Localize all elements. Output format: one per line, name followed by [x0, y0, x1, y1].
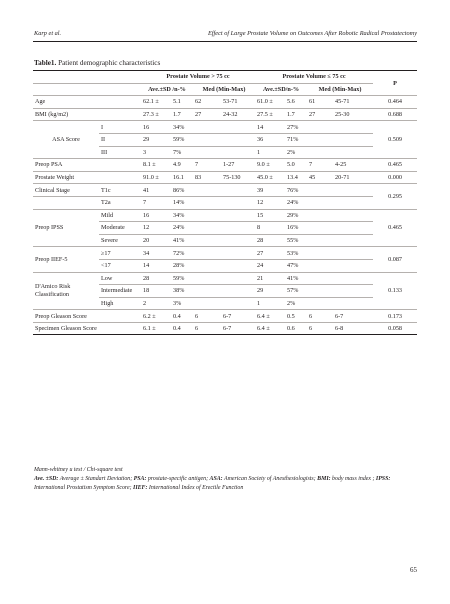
row-sublabel: High	[101, 299, 114, 307]
row-sublabel: III	[101, 148, 108, 156]
cell: 24	[257, 262, 264, 270]
caption-text: Patient demographic characteristics	[56, 59, 161, 67]
cell: 28	[257, 237, 264, 245]
cell: 24-32	[223, 111, 238, 119]
cell: 59%	[173, 274, 185, 282]
cell: 45-71	[335, 98, 350, 106]
cell: 24%	[287, 199, 299, 207]
cell: 25-30	[335, 111, 350, 119]
cell: 41	[143, 186, 150, 194]
cell: 71%	[287, 136, 299, 144]
running-header-title: Effect of Large Prostate Volume on Outcomes After Robotic Radical Prostatectomy	[207, 30, 417, 37]
cell: 6.4 ±	[257, 325, 270, 333]
cell: 16	[143, 211, 150, 219]
cell: 6-7	[335, 312, 344, 320]
cell: 27.3 ±	[143, 111, 159, 119]
row-sublabel: T2a	[101, 199, 111, 207]
subheader-med-le: Med (Min-Max)	[318, 85, 362, 93]
row-sublabel: Mild	[101, 211, 114, 219]
group-header-gt75: Prostate Volume > 75 cc	[166, 73, 230, 81]
abbr-key: Ave. ±SD:	[34, 476, 59, 483]
row-label: Preop Gleason Score	[35, 312, 87, 320]
cell: 34	[143, 249, 150, 257]
p-value: 0.295	[373, 184, 417, 209]
table-caption	[34, 59, 160, 67]
cell: 53-71	[223, 98, 238, 106]
cell: 29	[257, 287, 264, 295]
cell: 53%	[287, 249, 299, 257]
cell: 1-27	[223, 161, 235, 169]
cell: 41%	[173, 237, 185, 245]
footnote-abbreviations	[34, 475, 418, 493]
cell: 28%	[173, 262, 185, 270]
cell: 34%	[173, 123, 185, 131]
table-row-ipss-1	[33, 209, 417, 222]
p-value: 0.000	[388, 174, 403, 182]
cell: 8.1 ±	[143, 161, 156, 169]
abbr-value: body mass index ;	[330, 476, 376, 483]
cell: 7	[195, 161, 199, 169]
p-value: 0.133	[373, 272, 417, 310]
abbr-value: International Prostatism Symptom Score;	[34, 485, 134, 492]
subheader-med-gt: Med (Min-Max)	[202, 85, 246, 93]
subheader-ave-le: Ave.±SD/n-%	[262, 85, 300, 93]
row-sublabel: ≥17	[101, 249, 111, 257]
cell: 14%	[173, 199, 185, 207]
p-value: 0.173	[388, 312, 403, 320]
header-rule	[33, 41, 417, 42]
cell: 4.9	[173, 161, 181, 169]
table-row-age	[33, 96, 417, 109]
p-value: 0.087	[373, 247, 417, 272]
p-value: 0.465	[373, 209, 417, 247]
table-row-bmi	[33, 108, 417, 121]
group-header-le75: Prostate Volume ≤ 75 cc	[282, 73, 346, 81]
cell: 29	[143, 136, 150, 144]
cell: 7	[143, 199, 147, 207]
caption-label: Table1.	[34, 59, 57, 67]
abbr-key: IPSS:	[375, 476, 391, 483]
table-row-asa-1	[33, 121, 417, 134]
cell: 39	[257, 186, 264, 194]
cell: 20-71	[335, 174, 350, 182]
cell: 6	[309, 312, 313, 320]
cell: 24%	[173, 224, 185, 232]
cell: 7	[309, 161, 313, 169]
cell: 16	[143, 123, 150, 131]
p-value-header: P	[373, 71, 417, 96]
cell: 27	[195, 111, 202, 119]
cell: 6.1 ±	[143, 325, 156, 333]
cell: 27	[309, 111, 316, 119]
row-group-label: ASA Score	[33, 121, 99, 159]
cell: 1.7	[173, 111, 181, 119]
abbr-key: IIEF:	[133, 485, 148, 492]
cell: 7%	[173, 148, 182, 156]
cell: 59%	[173, 136, 185, 144]
table-group-header-row	[33, 71, 417, 84]
cell: 55%	[287, 237, 299, 245]
cell: 6-7	[223, 325, 232, 333]
cell: 6.4 ±	[257, 312, 270, 320]
cell: 6-7	[223, 312, 232, 320]
cell: 27.5 ±	[257, 111, 273, 119]
row-group-label: Preop IIEF-5	[33, 247, 99, 272]
cell: 61.0 ±	[257, 98, 273, 106]
abbr-key: ASA:	[209, 476, 223, 483]
cell: 47%	[287, 262, 299, 270]
demographics-table	[33, 70, 417, 335]
row-sublabel: Moderate	[101, 224, 125, 232]
cell: 12	[143, 224, 150, 232]
table-footnotes	[34, 466, 418, 493]
cell: 27	[257, 249, 264, 257]
cell: 14	[257, 123, 264, 131]
footnote-tests: Mann-whitney u test / Chi-square test	[34, 467, 123, 473]
cell: 0.5	[287, 312, 295, 320]
cell: 16.1	[173, 174, 184, 182]
cell: 76%	[287, 186, 299, 194]
cell: 9.0 ±	[257, 161, 270, 169]
row-sublabel: <17	[101, 262, 111, 270]
row-sublabel: Intermediate	[101, 287, 133, 295]
cell: 13.4	[287, 174, 298, 182]
cell: 38%	[173, 287, 185, 295]
row-group-label: D'Amico Risk Classification	[33, 272, 99, 310]
cell: 14	[143, 262, 150, 270]
cell: 5.6	[287, 98, 295, 106]
table-row-stage-1	[33, 184, 417, 197]
table-row-specimen-gleason	[33, 322, 417, 335]
cell: 12	[257, 199, 264, 207]
row-sublabel: II	[101, 136, 106, 144]
row-label: Specimen Gleason Score	[35, 325, 97, 333]
cell: 20	[143, 237, 150, 245]
cell: 2	[143, 299, 147, 307]
row-sublabel: Low	[101, 274, 113, 282]
cell: 86%	[173, 186, 185, 194]
cell: 75-130	[223, 174, 241, 182]
row-group-label: Preop IPSS	[33, 209, 99, 247]
row-label: BMI (kg/m2)	[35, 111, 69, 119]
table-row-stage-2	[33, 196, 417, 209]
cell: 8	[257, 224, 261, 232]
abbr-key: BMI:	[317, 476, 331, 483]
cell: 2%	[287, 299, 296, 307]
cell: 72%	[173, 249, 185, 257]
table-row-damico-1	[33, 272, 417, 285]
cell: 45	[309, 174, 316, 182]
row-group-label: Clinical Stage	[35, 186, 70, 194]
cell: 6	[309, 325, 313, 333]
row-sublabel: Severe	[101, 237, 118, 245]
running-header-author: Karp et al.	[34, 30, 62, 37]
abbr-value: American Society of Anesthesiologists;	[222, 476, 318, 483]
abbr-value: International Index of Erectile Function	[147, 485, 244, 492]
p-value: 0.465	[388, 161, 403, 169]
cell: 27%	[287, 123, 299, 131]
table-row-preop-gleason	[33, 310, 417, 323]
cell: 1	[257, 148, 261, 156]
cell: 83	[195, 174, 202, 182]
cell: 15	[257, 211, 264, 219]
abbr-value: prostate-specific antigen;	[146, 476, 210, 483]
cell: 61	[309, 98, 316, 106]
abbr-key: PSA:	[133, 476, 147, 483]
cell: 62.1 ±	[143, 98, 159, 106]
cell: 3	[143, 148, 147, 156]
cell: 29%	[287, 211, 299, 219]
cell: 0.4	[173, 312, 181, 320]
row-label: Prostate Weight	[35, 174, 75, 182]
cell: 6	[195, 312, 199, 320]
row-sublabel: T1c	[101, 186, 111, 194]
p-value: 0.058	[388, 325, 403, 333]
cell: 41%	[287, 274, 299, 282]
row-label: Preop PSA	[35, 161, 63, 169]
cell: 3%	[173, 299, 182, 307]
p-value: 0.509	[373, 121, 417, 159]
cell: 6.2 ±	[143, 312, 156, 320]
cell: 2%	[287, 148, 296, 156]
cell: 0.4	[173, 325, 181, 333]
table-row-psa	[33, 159, 417, 172]
cell: 36	[257, 136, 264, 144]
cell: 18	[143, 287, 150, 295]
subheader-ave-gt: Ave.±SD /n-%	[148, 85, 186, 93]
cell: 6	[195, 325, 199, 333]
cell: 16%	[287, 224, 299, 232]
abbr-value: Average ± Standart Deviation;	[58, 476, 134, 483]
p-value: 0.464	[388, 98, 403, 106]
cell: 4-25	[335, 161, 347, 169]
cell: 45.0 ±	[257, 174, 273, 182]
cell: 1	[257, 299, 261, 307]
cell: 28	[143, 274, 150, 282]
table-row-prostate-weight	[33, 171, 417, 184]
cell: 1.7	[287, 111, 295, 119]
cell: 34%	[173, 211, 185, 219]
row-sublabel: I	[101, 123, 104, 131]
cell: 57%	[287, 287, 299, 295]
cell: 0.6	[287, 325, 295, 333]
p-value: 0.688	[388, 111, 403, 119]
table-subheader-row	[33, 83, 417, 96]
cell: 5.1	[173, 98, 181, 106]
cell: 21	[257, 274, 264, 282]
cell: 6-8	[335, 325, 344, 333]
cell: 91.0 ±	[143, 174, 159, 182]
cell: 5.0	[287, 161, 295, 169]
page-number: 65	[410, 566, 417, 574]
table-row-iief-1	[33, 247, 417, 260]
row-label: Age	[35, 98, 46, 106]
cell: 62	[195, 98, 202, 106]
